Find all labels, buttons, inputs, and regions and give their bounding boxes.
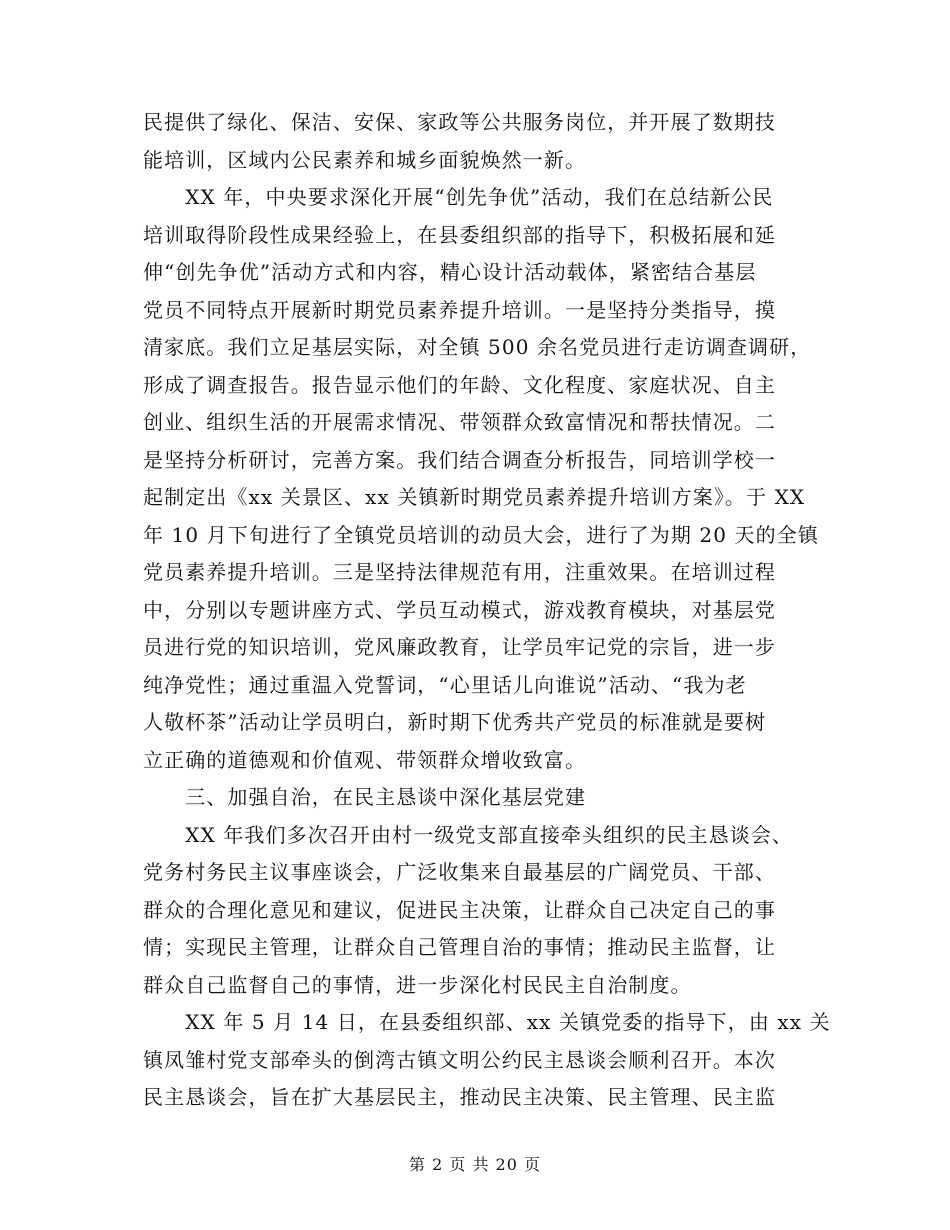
text-line: XX 年我们多次召开由村一级党支部直接牵头组织的民主恳谈会、 xyxy=(143,822,794,847)
text-line: 镇凤雏村党支部牵头的倒湾古镇文明公约民主恳谈会顺利召开。本次 xyxy=(143,1047,776,1072)
text-line: 能培训，区域内公民素养和城乡面貌焕然一新。 xyxy=(143,147,587,172)
document-body xyxy=(143,104,831,1117)
text-line: 人敬杯茶”活动让学员明白，新时期下优秀共产党员的标准就是要树 xyxy=(143,710,767,734)
text-line: 党员素养提升培训。三是坚持法律规范有用，注重效果。在培训过程 xyxy=(143,560,776,584)
page-number-footer: 第 2 页 共 20 页 xyxy=(409,1155,541,1174)
text-line: 创业、组织生活的开展需求情况、带领群众致富情况和帮扶情况。二 xyxy=(143,410,776,434)
text-line: 形成了调查报告。报告显示他们的年龄、文化程度、家庭状况、自主 xyxy=(143,372,776,397)
text-line: 中，分别以专题讲座方式、学员互动模式，游戏教育模块，对基层党 xyxy=(143,597,776,622)
text-line: XX 年，中央要求深化开展“创先争优”活动，我们在总结新公民 xyxy=(143,185,774,209)
section-heading: 三、加强自治，在民主恳谈中深化基层党建 xyxy=(143,785,587,809)
text-line: 年 10 月下旬进行了全镇党员培训的动员大会，进行了为期 20 天的全镇 xyxy=(143,522,819,547)
text-line: 党员不同特点开展新时期党员素养提升培训。一是坚持分类指导，摸 xyxy=(143,297,776,322)
text-line: 是坚持分析研讨，完善方案。我们结合调查分析报告，同培训学校一 xyxy=(143,447,776,472)
text-line: 立正确的道德观和价值观、带领群众增收致富。 xyxy=(143,747,587,772)
text-line: 起制定出《xx 关景区、xx 关镇新时期党员素养提升培训方案》。于 XX xyxy=(143,485,806,509)
text-line: 情；实现民主管理，让群众自己管理自治的事情；推动民主监督，让 xyxy=(143,935,776,959)
text-line: 员进行党的知识培训，党风廉政教育，让学员牢记党的宗旨，进一步 xyxy=(143,635,776,659)
text-line: 伸“创先争优”活动方式和内容，精心设计活动载体，紧密结合基层 xyxy=(143,260,757,284)
text-line: XX 年 5 月 14 日，在县委组织部、xx 关镇党委的指导下，由 xx 关 xyxy=(143,1010,831,1034)
text-line: 群众自己监督自己的事情，进一步深化村民民主自治制度。 xyxy=(143,972,692,997)
text-line: 党务村务民主议事座谈会，广泛收集来自最基层的广阔党员、干部、 xyxy=(143,860,776,884)
text-line: 培训取得阶段性成果经验上，在县委组织部的指导下，积极拓展和延 xyxy=(143,222,776,247)
text-line: 纯净党性；通过重温入党誓词，“心里话儿向谁说”活动、“我为老 xyxy=(143,672,747,697)
text-line: 群众的合理化意见和建议，促进民主决策，让群众自己决定自己的事 xyxy=(143,897,776,922)
text-line: 清家底。我们立足基层实际，对全镇 500 余名党员进行走访调查调研， xyxy=(143,335,812,359)
text-line: 民提供了绿化、保洁、安保、家政等公共服务岗位，并开展了数期技 xyxy=(143,110,776,134)
text-line: 民主恳谈会，旨在扩大基层民主，推动民主决策、民主管理、民主监 xyxy=(143,1085,776,1109)
